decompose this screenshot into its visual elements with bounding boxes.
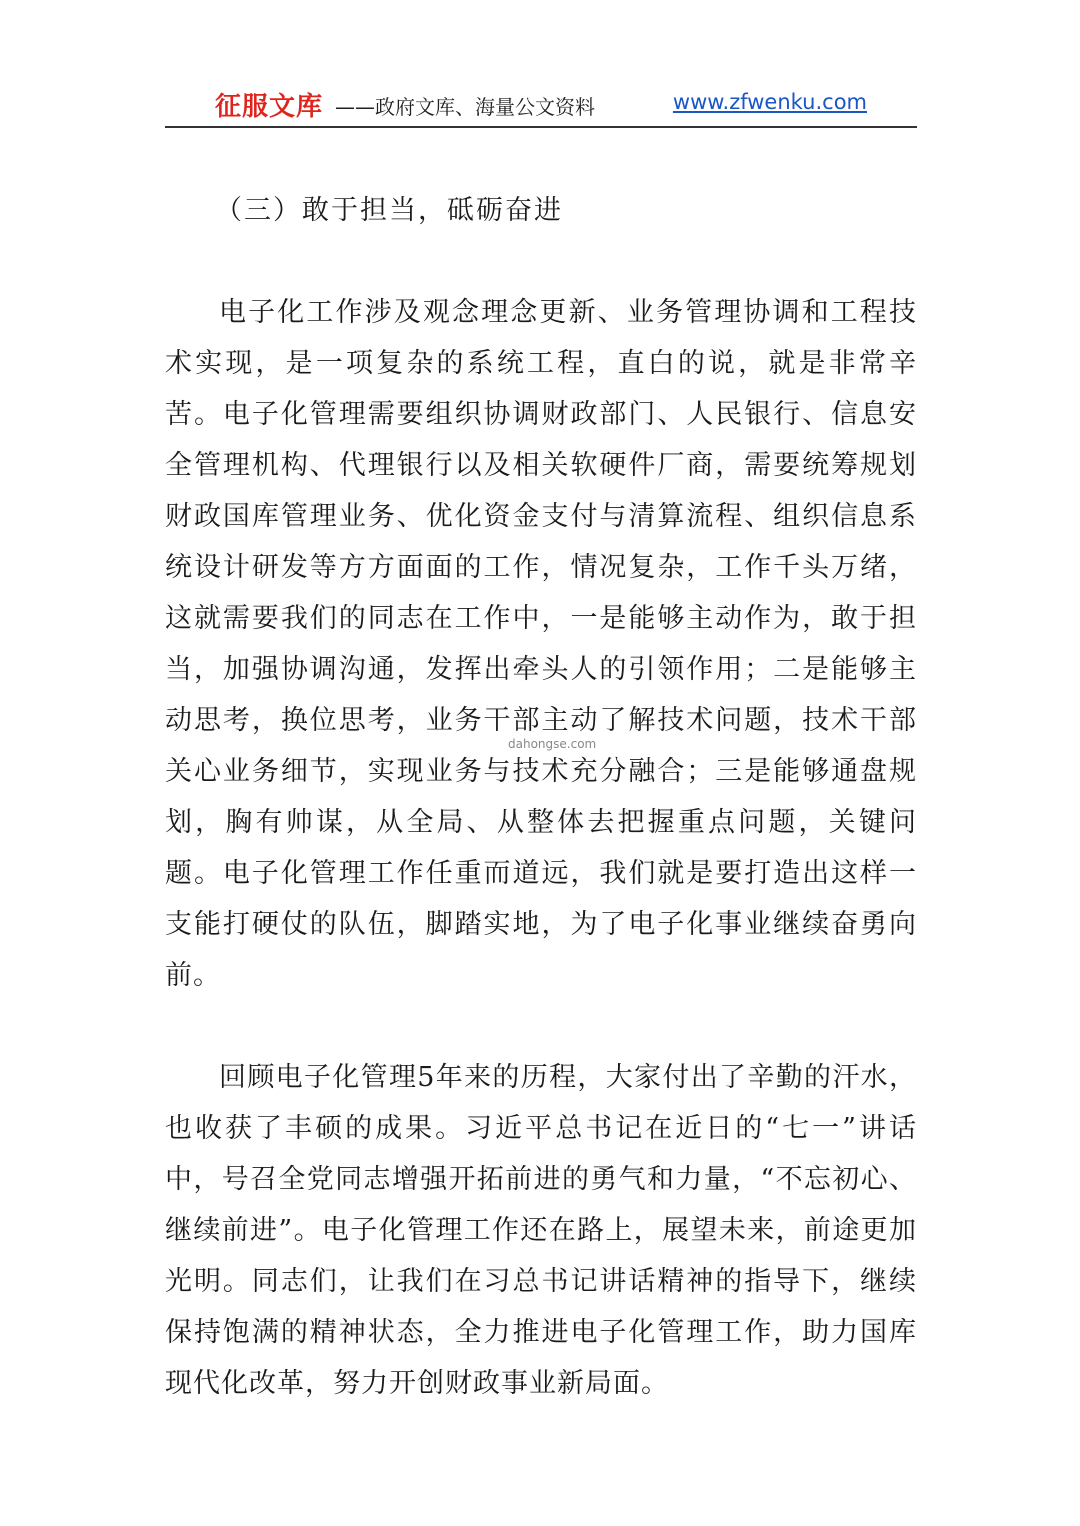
brand-logo-text: 征服文库: [215, 92, 324, 122]
watermark: dahongse.com: [508, 737, 597, 751]
website-link[interactable]: www.zfwenku.com: [672, 90, 867, 114]
header-tagline: ——政府文库、海量公文资料: [335, 95, 595, 119]
page-header: [165, 82, 917, 128]
paragraph-2: 回顾电子化管理5年来的历程，大家付出了辛勤的汗水，也收获了丰硕的成果。习近平总书记在近日的“七一”讲话中，号召全党同志增强开拓前进的勇气和力量，“不忘初心、继续前进”。电子化管理工作还在路上，展望未来，前途更加光明。同志们，让我们在习总书记讲话精神的指导下，继续保持饱满的精神状态，全力推进电子化管理工作，助力国库现代化改革，努力开创财政事业新局面。: [165, 1062, 917, 1399]
section-heading: （三）敢于担当，砥砺奋进: [215, 195, 563, 226]
paragraph-1: 电子化工作涉及观念理念更新、业务管理协调和工程技术实现，是一项复杂的系统工程，直白的说，就是非常辛苦。电子化管理需要组织协调财政部门、人民银行、信息安全管理机构、代理银行以及相关软硬件厂商，需要统筹规划财政国库管理业务、优化资金支付与清算流程、组织信息系统设计研发等方方面面的工作，情况复杂，工作千头万绪，这就需要我们的同志在工作中，一是能够主动作为，敢于担当，加强协调沟通，发挥出牵头人的引领作用；二是能够主动思考，换位思考，业务干部主动了解技术问题，技术干部关心业务细节，实现业务与技术充分融合；三是能够通盘规划，胸有帅谋，从全局、从整体去把握重点问题，关键问题。电子化管理工作任重而道远，我们就是要打造出这样一支能打硬仗的队伍，脚踏实地，为了电子化事业继续奋勇向前。: [165, 297, 917, 991]
document-body: [165, 185, 917, 1460]
